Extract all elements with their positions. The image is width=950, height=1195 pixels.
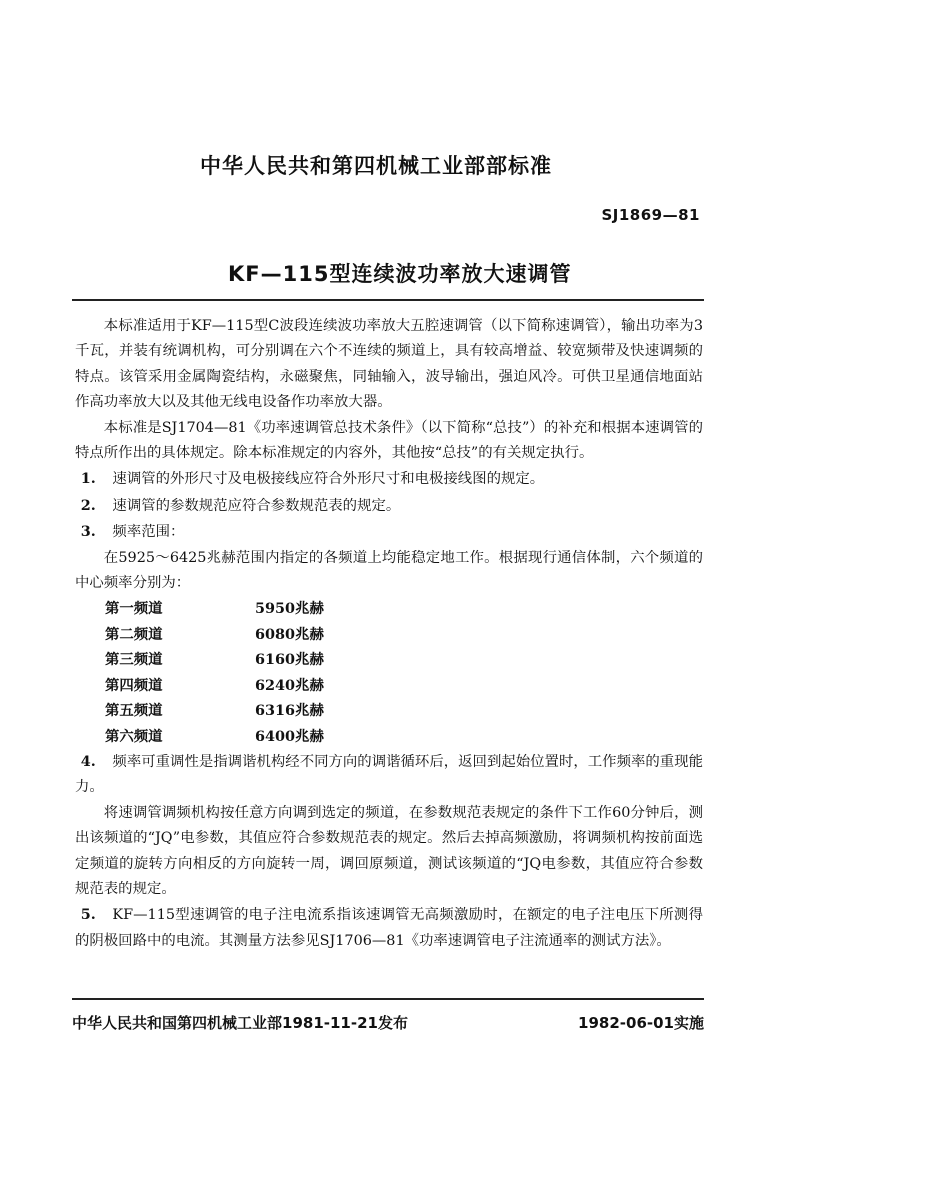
clause-text: 速调管的参数规范应符合参数规范表的规定。 <box>112 497 401 514</box>
clause-number: 1. <box>80 470 96 488</box>
standard-number: SJ1869—81 <box>601 206 700 224</box>
table-row <box>105 698 324 723</box>
clause-text: 频率范围： <box>112 524 185 541</box>
channel-name: 第三频道 <box>105 651 163 669</box>
table-row <box>105 673 324 698</box>
table-row <box>105 647 324 672</box>
channel-frequency: 6160兆赫 <box>255 651 324 669</box>
channel-frequency: 6400兆赫 <box>255 727 324 745</box>
footer-divider <box>72 998 704 1000</box>
clause-4 <box>75 749 703 801</box>
clause-number: 4. <box>80 752 96 770</box>
clause-text: 频率可重调性是指调谐机构经不同方向的调谐循环后，返回到起始位置时，工作频率的重现能力。 <box>75 753 703 796</box>
title-divider <box>72 299 704 301</box>
channel-frequency: 6240兆赫 <box>255 676 324 694</box>
clause-text: KF—115型速调管的电子注电流系指该速调管无高频激励时，在额定的电子注电压下所测得的阴极回路中的电流。其测量方法参见SJ1706—81《功率速调管电子注流通率的测试方法》。 <box>75 907 703 949</box>
document-title: KF—115型连续波功率放大速调管 <box>228 262 572 286</box>
clause-2 <box>75 493 703 519</box>
clause-5 <box>75 902 703 954</box>
channel-name: 第一频道 <box>105 600 163 618</box>
table-row <box>105 596 324 621</box>
frequency-range-paragraph: 在5925～6425兆赫范围内指定的各频道上均能稳定地工作。根据现行通信体制，六个频道的中心频率分别为： <box>75 549 703 592</box>
channel-frequency: 6316兆赫 <box>255 702 324 720</box>
clause-number: 5. <box>80 906 96 924</box>
channel-name: 第六频道 <box>105 727 163 745</box>
intro-paragraph-2: 本标准是SJ1704—81《功率速调管总技术条件》（以下简称“总技”）的补充和根据本速调管的特点所作出的具体规定。除本标准规定的内容外，其他按“总技”的有关规定执行。 <box>75 419 703 462</box>
issued-date: 中华人民共和国第四机械工业部1981-11-21发布 <box>72 1014 408 1032</box>
table-row <box>105 724 324 749</box>
clause-3 <box>75 519 703 545</box>
clause-1 <box>75 466 703 492</box>
clause-text: 速调管的外形尺寸及电极接线应符合外形尺寸和电极接线图的规定。 <box>112 471 545 488</box>
channel-name: 第四频道 <box>105 676 163 694</box>
intro-paragraph-1: 本标准适用于KF—115型C波段连续波功率放大五腔速调管（以下简称速调管），输出功率为3千瓦，并装有统调机构，可分别调在六个不连续的频道上，具有较高增益、较宽频带及快速调频的特点。该管采用金属陶瓷结构，永磁聚焦，同轴输入，波导输出，强迫风冷。可供卫星通信地面站作高功率放大以及其他无线电设备作功率放大器。 <box>75 318 703 411</box>
table-row <box>105 622 324 647</box>
effective-date: 1982-06-01实施 <box>578 1014 704 1032</box>
clause-4-procedure: 将速调管调频机构按任意方向调到选定的频道，在参数规范表规定的条件下工作60分钟后，测出该频道的“JQ”电参数，其值应符合参数规范表的规定。然后去掉高频激励，将调频机构按前面选定频道的旋转方向相反的方向旋转一周，调回原频道，测试该频道的“JQ电参数，其值应符合参数规范表的规定。 <box>75 804 703 897</box>
clause-number: 3. <box>80 523 96 541</box>
channel-frequency: 5950兆赫 <box>255 600 324 618</box>
clause-number: 2. <box>80 496 96 514</box>
channel-frequency-table <box>105 596 324 748</box>
channel-name: 第五频道 <box>105 702 163 720</box>
channel-frequency: 6080兆赫 <box>255 625 324 643</box>
issuer-heading: 中华人民共和第四机械工业部部标准 <box>200 154 552 178</box>
document-body <box>75 314 703 954</box>
channel-name: 第二频道 <box>105 625 163 643</box>
